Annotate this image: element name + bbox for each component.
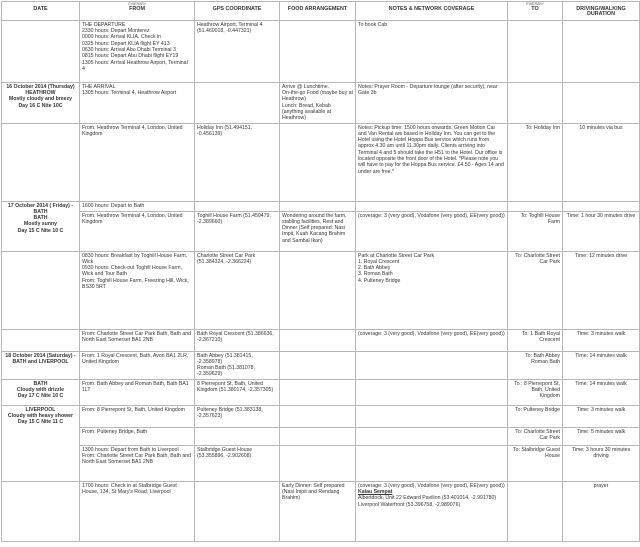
- date-cell: 16 October 2014 (Thursday) HEATHROW Mostly cloudy and breezy Day 16 C Nite 10C: [2, 82, 80, 123]
- notes-cell: [356, 201, 508, 211]
- gps-cell: Toghill House Farm (51.450479, -2.389660): [195, 211, 280, 251]
- gps-cell: Heathrow Airport, Terminal 4 (51.460018, -0.447321): [195, 20, 280, 82]
- from-cell: From: Charlotte Street Car Park Bath, Bath and North East Somerset BA1 2NB: [80, 329, 195, 351]
- gps-cell: Holiday Inn (51.494151, -0.456139): [195, 123, 280, 201]
- drive-cell: Time: 3 minutes walk: [563, 405, 640, 427]
- header-to: ITINERARY TO: [508, 2, 563, 21]
- notes-cell: [356, 481, 508, 541]
- date-cell: [2, 123, 80, 201]
- food-cell: [280, 427, 356, 445]
- table-row: [2, 445, 640, 481]
- from-cell: 1600 hours: Depart to Bath: [80, 201, 195, 211]
- table-row: [2, 201, 640, 211]
- date-cell: 17 October 2014 ( Friday) - BATH BATH Mostly sunny Day 15 C Nite 10 C: [2, 201, 80, 251]
- gps-cell: [195, 427, 280, 445]
- date-cell: 18 October 2014 (Saturday) - BATH and LIVERPOOL: [2, 351, 80, 379]
- drive-cell: [563, 20, 640, 82]
- header-from: ITINERARY FROM: [80, 2, 195, 21]
- date-cell: LIVERPOOL Cloudy with heavy shower Day 15 C Nite 11 C: [2, 405, 80, 481]
- from-cell: THE DEPARTURE 2330 hours: Depart Monterez 0000 hours: Arrival KLIA, Check in 0325 hours: Depart KLIA flight EY 413 0630 hours: Arrival Abu Dhabi Terminal 3 0815 hours: Depart Abu Dhabi flight EY19 1305 hours: Arrival Heathrow Airport, Terminal 4: [80, 20, 195, 82]
- date-cell: BATH Cloudy with drizzle Day 17 C Nite 10 C: [2, 379, 80, 405]
- food-cell: Arrive @ Lunchtime. On-the-go Food (maybe buy at Heathrow) Lunch: Bread, Kebab (anything available at Heathrow): [280, 82, 356, 123]
- table-row: [2, 379, 640, 405]
- itinerary-table: [1, 1, 640, 542]
- food-cell: [280, 201, 356, 211]
- drive-cell: prayer: [563, 481, 640, 541]
- food-cell: Early Dinner: Self prepared (Nasi Impit and Rendang Brahim): [280, 481, 356, 541]
- header-row: [2, 2, 640, 21]
- gps-cell: 8 Pierrepont St, Bath, United Kingdom (51.380174, -2.357305): [195, 379, 280, 405]
- notes-cell: [356, 405, 508, 427]
- food-cell: [280, 20, 356, 82]
- gps-cell: Stalbridge Guest House (53.355896, -2.902608): [195, 445, 280, 481]
- drive-cell: Time: 3 minutes walk: [563, 329, 640, 351]
- table-row: [2, 211, 640, 251]
- drive-cell: Time: 5 minutes walk: [563, 427, 640, 445]
- from-cell: THE ARRIVAL 1305 hours: Terminal 4, Heathrow Airport: [80, 82, 195, 123]
- table-row: [2, 351, 640, 379]
- to-cell: [508, 20, 563, 82]
- table-row: [2, 427, 640, 445]
- drive-cell: Time: 12 minutes drive: [563, 251, 640, 329]
- notes-cell: (coverage: 3 (very good), Vodafone (very good), EE(very good)): [356, 211, 508, 251]
- food-cell: [280, 351, 356, 379]
- header-gps: GPS COORDINATE: [195, 2, 280, 21]
- table-row: [2, 20, 640, 82]
- to-cell: To: Holiday Inn: [508, 123, 563, 201]
- date-cell: [2, 20, 80, 82]
- notes-cell: [356, 445, 508, 481]
- food-cell: [280, 445, 356, 481]
- drive-cell: 10 minutes via bus: [563, 123, 640, 201]
- drive-cell: Time: 14 minutes walk: [563, 351, 640, 379]
- gps-cell: Pulteney Bridge (51.383138, -2.357623): [195, 405, 280, 427]
- drive-cell: [563, 82, 640, 123]
- date-cell: [2, 329, 80, 351]
- optional-places: Albertdock, Unit 22 Edward Pavilion (53.401014, -2.991780) Liverpool Waterfront (53.396758, -2.989076): [358, 495, 497, 508]
- from-cell: From: 1 Royal Crescent, Bath, Avon BA1 2LR, United Kingdom: [80, 351, 195, 379]
- gps-cell: Charlotte Street Car Park (51.384324, -2.366224): [195, 251, 280, 329]
- food-cell: [280, 379, 356, 405]
- from-cell: From: Pulteney Bridge, Bath: [80, 427, 195, 445]
- to-cell: To: Bath Abbey Roman Bath: [508, 351, 563, 379]
- notes-cell: (coverage: 3 (very good), Vodafone (very good), EE(very good)): [356, 329, 508, 351]
- to-cell: [508, 201, 563, 211]
- to-cell: To: Charlotte Street Car Park: [508, 251, 563, 329]
- kalau-sempat-label: Kalau Sempat: [358, 489, 393, 496]
- to-cell: To: 1 Bath Royal Crescent: [508, 329, 563, 351]
- food-cell: [280, 329, 356, 351]
- to-cell: To : 8 Pierrepont St, Bath, United Kingdom: [508, 379, 563, 405]
- from-cell: 1700 hours: Check in at Stalbridge Guest House, 134, St Mary's Road, Liverpool: [80, 481, 195, 541]
- header-date: DATE: [2, 2, 80, 21]
- header-notes: NOTES & NETWORK COVERAGE: [356, 2, 508, 21]
- drive-cell: Time: 1 hour 30 minutes drive: [563, 211, 640, 251]
- date-cell: [2, 251, 80, 329]
- header-drive: DRIVING/WALKING DURATION: [563, 2, 640, 21]
- from-cell: From: Bath Abbey and Roman Bath, Bath BA1 1LT: [80, 379, 195, 405]
- to-cell: [508, 82, 563, 123]
- from-cell: 1300 hours: Depart from Bath to Liverpool From: Charlotte Street Car Park Bath, Bath and North East Somerset BA1 2NB: [80, 445, 195, 481]
- gps-cell: [195, 201, 280, 211]
- to-cell: To: Charlotte Street Car Park: [508, 427, 563, 445]
- notes-cell: [356, 351, 508, 379]
- header-food: FOOD ARRANGEMENT: [280, 2, 356, 21]
- notes-cell: Notes: Prayer Room - Departure lounge (after security), near Gate 3b: [356, 82, 508, 123]
- notes-cell: Park at Charlotte Street Car Park 1. Royal Crescent 2. Bath Abbey 3. Roman Bath 4. Pulteney Bridge: [356, 251, 508, 329]
- drive-cell: Time: 14 minutes walk: [563, 379, 640, 405]
- drive-cell: [563, 201, 640, 211]
- notes-cell: To book Cab: [356, 20, 508, 82]
- table-row: [2, 481, 640, 541]
- gps-cell: [195, 481, 280, 541]
- date-cell: [2, 481, 80, 541]
- gps-cell: Bath Royal Crescent (51.386636, -2.367210): [195, 329, 280, 351]
- notes-cell: [356, 379, 508, 405]
- from-cell: 0830 hours: Breakfast by Toghill House Farm, Wick 0930 hours: Check-out Toghill House Farm, Wick and Tour Bath From: Toghill House Farm, Freezing Hill, Wick, BS30 5RT: [80, 251, 195, 329]
- table-row: [2, 329, 640, 351]
- coverage-note: (coverage: 3 (very good), Vodafone (very good), EE(very good)): [358, 482, 505, 489]
- drive-cell: Time: 3 hours 30 minutes driving: [563, 445, 640, 481]
- table-row: [2, 82, 640, 123]
- from-cell: From: Heathrow Terminal 4, London, United Kingdom: [80, 123, 195, 201]
- table-row: [2, 251, 640, 329]
- food-cell: [280, 405, 356, 427]
- food-cell: Wondering around the farm, stabling facilities, Rest and Dinner (Self prepared: Nasi Impit, Kuah Kacang Brahim and Sambal Ikan): [280, 211, 356, 251]
- table-row: [2, 123, 640, 201]
- table-row: [2, 405, 640, 427]
- food-cell: [280, 123, 356, 201]
- gps-cell: Bath Abbey (51.381415, -2.358978) Roman Bath (51.381078, -2.359629): [195, 351, 280, 379]
- notes-cell: Notes: Pickup time: 1500 hours onwards. Green Motion Car and Van Rental are based in Holiday Inn. You can get to the Hotel using the Hotel Hoppa Bus service which runs from approx 4.30 am until 11.30pm daily. Clients arriving into Terminal 4 and 5 should take the H51 to the Hotel. Our office is located opposite the front door of the Hotel. *Please note you will have to pay for the Hoppa Bus service. £4.50 - Ages 14 and under are free.*: [356, 123, 508, 201]
- from-cell: From: 8 Pierrepont St, Bath, United Kingdom: [80, 405, 195, 427]
- to-cell: To: Pulteney Bridge: [508, 405, 563, 427]
- to-cell: [508, 481, 563, 541]
- notes-cell: [356, 427, 508, 445]
- to-cell: To: Toghill House Farm: [508, 211, 563, 251]
- food-cell: [280, 251, 356, 329]
- gps-cell: [195, 82, 280, 123]
- to-cell: To: Stalbridge Guest House: [508, 445, 563, 481]
- from-cell: From: Heathrow Terminal 4, London, United Kingdom: [80, 211, 195, 251]
